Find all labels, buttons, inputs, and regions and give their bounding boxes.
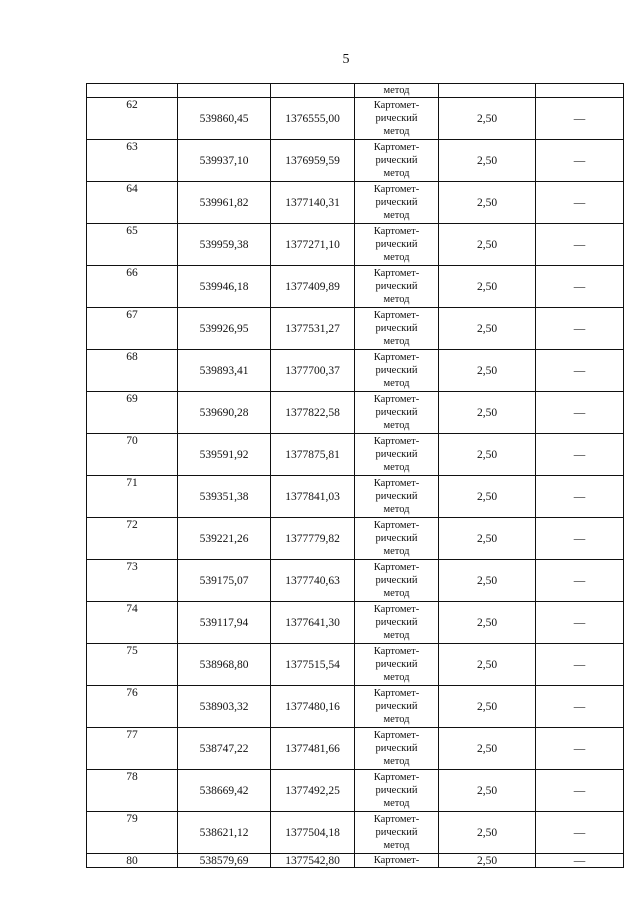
method-line: Картомет- xyxy=(373,772,420,783)
header-cell-method: метод xyxy=(355,84,439,98)
point-number-cell: 69 xyxy=(87,392,178,434)
accuracy-cell: 2,50 xyxy=(439,686,536,728)
method-cell xyxy=(355,140,439,182)
table-row xyxy=(87,308,624,350)
y-coordinate-cell: 1377480,16 xyxy=(271,686,355,728)
method-line: Картомет- xyxy=(373,436,420,447)
method-line: рический xyxy=(375,239,418,250)
method-cell xyxy=(355,560,439,602)
method-line: Картомет- xyxy=(373,562,420,573)
accuracy-cell: 2,50 xyxy=(439,350,536,392)
x-coordinate-cell: 539690,28 xyxy=(178,392,271,434)
method-line: Картомет- xyxy=(373,604,420,615)
x-coordinate-cell: 538579,69 xyxy=(178,854,271,868)
method-cell xyxy=(355,728,439,770)
method-line: рический xyxy=(375,155,418,166)
method-line: метод xyxy=(383,462,410,473)
point-number-cell: 64 xyxy=(87,182,178,224)
method-line: метод xyxy=(383,798,410,809)
note-cell: — xyxy=(536,812,624,854)
accuracy-cell: 2,50 xyxy=(439,644,536,686)
method-cell xyxy=(355,224,439,266)
y-coordinate-cell: 1377841,03 xyxy=(271,476,355,518)
method-line: Картомет- xyxy=(373,478,420,489)
x-coordinate-cell: 538903,32 xyxy=(178,686,271,728)
x-coordinate-cell: 539860,45 xyxy=(178,98,271,140)
point-number-cell: 67 xyxy=(87,308,178,350)
table-row xyxy=(87,770,624,812)
method-line: рический xyxy=(375,281,418,292)
x-coordinate-cell: 538968,80 xyxy=(178,644,271,686)
method-line: рический xyxy=(375,197,418,208)
accuracy-cell: 2,50 xyxy=(439,266,536,308)
method-line: метод xyxy=(383,210,410,221)
method-line: метод xyxy=(383,504,410,515)
method-line: метод xyxy=(383,756,410,767)
method-cell xyxy=(355,434,439,476)
note-cell: — xyxy=(536,602,624,644)
coordinates-table xyxy=(86,83,624,868)
method-line: метод xyxy=(383,168,410,179)
table-row xyxy=(87,98,624,140)
x-coordinate-cell: 539351,38 xyxy=(178,476,271,518)
table-row xyxy=(87,518,624,560)
point-number-cell: 66 xyxy=(87,266,178,308)
y-coordinate-cell: 1377515,54 xyxy=(271,644,355,686)
table-row xyxy=(87,728,624,770)
accuracy-cell: 2,50 xyxy=(439,140,536,182)
point-number-cell: 74 xyxy=(87,602,178,644)
method-cell xyxy=(355,770,439,812)
table-row xyxy=(87,350,624,392)
accuracy-cell: 2,50 xyxy=(439,434,536,476)
note-cell: — xyxy=(536,728,624,770)
y-coordinate-cell: 1377409,89 xyxy=(271,266,355,308)
method-line: рический xyxy=(375,113,418,124)
accuracy-cell: 2,50 xyxy=(439,770,536,812)
method-line: Картомет- xyxy=(373,646,420,657)
point-number-cell: 68 xyxy=(87,350,178,392)
method-cell xyxy=(355,98,439,140)
y-coordinate-cell: 1377779,82 xyxy=(271,518,355,560)
note-cell: — xyxy=(536,770,624,812)
note-cell: — xyxy=(536,266,624,308)
method-line: Картомет- xyxy=(373,730,420,741)
method-line: метод xyxy=(383,378,410,389)
method-line: рический xyxy=(375,575,418,586)
method-cell xyxy=(355,182,439,224)
table-row xyxy=(87,602,624,644)
accuracy-cell: 2,50 xyxy=(439,476,536,518)
header-cell-note xyxy=(536,84,624,98)
method-line: Картомет- xyxy=(373,394,420,405)
x-coordinate-cell: 539937,10 xyxy=(178,140,271,182)
method-cell xyxy=(355,392,439,434)
table-row xyxy=(87,266,624,308)
accuracy-cell: 2,50 xyxy=(439,392,536,434)
method-cell xyxy=(355,476,439,518)
table-row xyxy=(87,392,624,434)
method-line: Картомет- xyxy=(373,520,420,531)
method-line: Картомет- xyxy=(373,814,420,825)
table-row xyxy=(87,644,624,686)
x-coordinate-cell: 539926,95 xyxy=(178,308,271,350)
y-coordinate-cell: 1377700,37 xyxy=(271,350,355,392)
table-row xyxy=(87,182,624,224)
method-line: Картомет- xyxy=(373,688,420,699)
method-line: метод xyxy=(383,126,410,137)
method-line: метод xyxy=(383,840,410,851)
method-line: Картомет- xyxy=(373,226,420,237)
note-cell: — xyxy=(536,350,624,392)
note-cell: — xyxy=(536,686,624,728)
note-cell: — xyxy=(536,224,624,266)
method-cell xyxy=(355,308,439,350)
accuracy-cell: 2,50 xyxy=(439,98,536,140)
x-coordinate-cell: 539959,38 xyxy=(178,224,271,266)
method-cell xyxy=(355,602,439,644)
page-number: 5 xyxy=(342,52,350,67)
header-cell-x xyxy=(178,84,271,98)
method-cell xyxy=(355,266,439,308)
method-line: метод xyxy=(383,252,410,263)
method-cell xyxy=(355,350,439,392)
note-cell: — xyxy=(536,308,624,350)
accuracy-cell: 2,50 xyxy=(439,854,536,868)
method-line: Картомет- xyxy=(373,268,420,279)
method-line: рический xyxy=(375,407,418,418)
point-number-cell: 80 xyxy=(87,854,178,868)
point-number-cell: 63 xyxy=(87,140,178,182)
method-line: метод xyxy=(383,714,410,725)
accuracy-cell: 2,50 xyxy=(439,728,536,770)
table-row xyxy=(87,140,624,182)
note-cell: — xyxy=(536,182,624,224)
y-coordinate-cell: 1377271,10 xyxy=(271,224,355,266)
y-coordinate-cell: 1377481,66 xyxy=(271,728,355,770)
x-coordinate-cell: 538621,12 xyxy=(178,812,271,854)
y-coordinate-cell: 1377504,18 xyxy=(271,812,355,854)
method-line: рический xyxy=(375,365,418,376)
header-cell-accuracy xyxy=(439,84,536,98)
y-coordinate-cell: 1377140,31 xyxy=(271,182,355,224)
accuracy-cell: 2,50 xyxy=(439,224,536,266)
note-cell: — xyxy=(536,98,624,140)
x-coordinate-cell: 539893,41 xyxy=(178,350,271,392)
x-coordinate-cell: 539117,94 xyxy=(178,602,271,644)
table-row xyxy=(87,476,624,518)
method-line: метод xyxy=(383,630,410,641)
method-line: Картомет- xyxy=(373,310,420,321)
x-coordinate-cell: 539961,82 xyxy=(178,182,271,224)
point-number-cell: 78 xyxy=(87,770,178,812)
y-coordinate-cell: 1376959,59 xyxy=(271,140,355,182)
method-line: Картомет- xyxy=(373,352,420,363)
method-line: метод xyxy=(383,588,410,599)
point-number-cell: 65 xyxy=(87,224,178,266)
x-coordinate-cell: 538669,42 xyxy=(178,770,271,812)
method-line: рический xyxy=(375,491,418,502)
method-line: рический xyxy=(375,827,418,838)
accuracy-cell: 2,50 xyxy=(439,812,536,854)
method-line: рический xyxy=(375,743,418,754)
point-number-cell: 62 xyxy=(87,98,178,140)
point-number-cell: 71 xyxy=(87,476,178,518)
note-cell: — xyxy=(536,140,624,182)
method-line: метод xyxy=(383,294,410,305)
y-coordinate-cell: 1377492,25 xyxy=(271,770,355,812)
x-coordinate-cell: 539946,18 xyxy=(178,266,271,308)
accuracy-cell: 2,50 xyxy=(439,182,536,224)
table-row xyxy=(87,434,624,476)
table-row xyxy=(87,224,624,266)
header-cell-num xyxy=(87,84,178,98)
table-row xyxy=(87,686,624,728)
x-coordinate-cell: 538747,22 xyxy=(178,728,271,770)
method-cell xyxy=(355,644,439,686)
y-coordinate-cell: 1377740,63 xyxy=(271,560,355,602)
method-line: Картомет- xyxy=(373,100,420,111)
point-number-cell: 73 xyxy=(87,560,178,602)
note-cell: — xyxy=(536,560,624,602)
note-cell: — xyxy=(536,476,624,518)
note-cell: — xyxy=(536,518,624,560)
method-line: метод xyxy=(383,420,410,431)
y-coordinate-cell: 1377875,81 xyxy=(271,434,355,476)
method-line: рический xyxy=(375,701,418,712)
table-row xyxy=(87,854,624,868)
method-line: рический xyxy=(375,533,418,544)
method-line: рический xyxy=(375,323,418,334)
y-coordinate-cell: 1377531,27 xyxy=(271,308,355,350)
x-coordinate-cell: 539221,26 xyxy=(178,518,271,560)
table-row xyxy=(87,560,624,602)
header-cell-y xyxy=(271,84,355,98)
note-cell: — xyxy=(536,392,624,434)
accuracy-cell: 2,50 xyxy=(439,602,536,644)
accuracy-cell: 2,50 xyxy=(439,518,536,560)
point-number-cell: 79 xyxy=(87,812,178,854)
point-number-cell: 77 xyxy=(87,728,178,770)
method-line: метод xyxy=(383,672,410,683)
note-cell: — xyxy=(536,434,624,476)
method-line: метод xyxy=(383,336,410,347)
method-line: метод xyxy=(383,546,410,557)
x-coordinate-cell: 539175,07 xyxy=(178,560,271,602)
method-cell xyxy=(355,812,439,854)
y-coordinate-cell: 1376555,00 xyxy=(271,98,355,140)
table-row xyxy=(87,812,624,854)
table-body xyxy=(87,84,624,868)
method-line: рический xyxy=(375,659,418,670)
method-line: Картомет- xyxy=(373,142,420,153)
table-header-continuation xyxy=(87,84,624,98)
method-line: рический xyxy=(375,449,418,460)
y-coordinate-cell: 1377542,80 xyxy=(271,854,355,868)
note-cell: — xyxy=(536,644,624,686)
y-coordinate-cell: 1377822,58 xyxy=(271,392,355,434)
point-number-cell: 72 xyxy=(87,518,178,560)
y-coordinate-cell: 1377641,30 xyxy=(271,602,355,644)
accuracy-cell: 2,50 xyxy=(439,308,536,350)
point-number-cell: 76 xyxy=(87,686,178,728)
method-line: Картомет- xyxy=(373,184,420,195)
note-cell: — xyxy=(536,854,624,868)
point-number-cell: 75 xyxy=(87,644,178,686)
point-number-cell: 70 xyxy=(87,434,178,476)
method-line: рический xyxy=(375,617,418,628)
method-cell: Картомет- xyxy=(355,854,439,868)
accuracy-cell: 2,50 xyxy=(439,560,536,602)
method-line: рический xyxy=(375,785,418,796)
method-cell xyxy=(355,518,439,560)
method-cell xyxy=(355,686,439,728)
x-coordinate-cell: 539591,92 xyxy=(178,434,271,476)
